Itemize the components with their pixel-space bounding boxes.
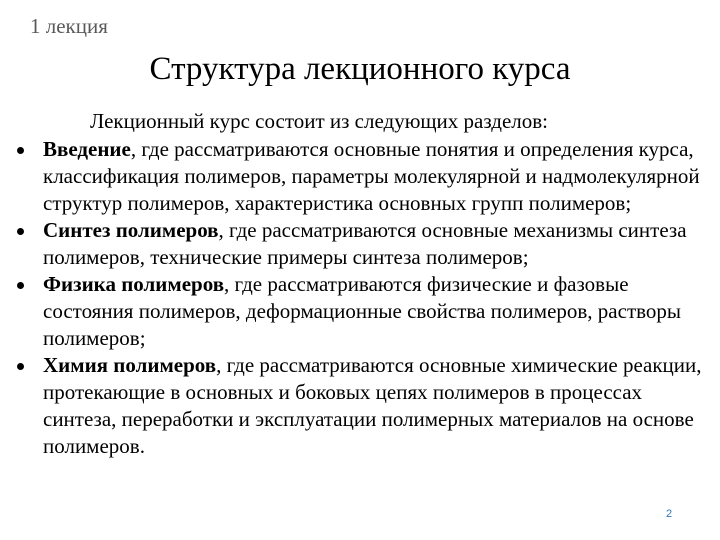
lecture-label: 1 лекция [30,14,108,38]
section-description: , где рассматриваются физические и фазовые состояния полимеров, деформационные свойства полимеров, растворы полимеров; [43,272,682,350]
section-item-synthesis [16,217,706,271]
page-number: 2 [666,508,673,520]
section-item-chemistry [16,352,706,460]
slide-title: Структура лекционного курса [149,51,571,87]
intro-text: Лекционный курс состоит из следующих разделов: [90,109,549,133]
section-description: , где рассматриваются основные понятия и определения курса, классификация полимеров, параметры молекулярной и надмолекулярной структур полимеров, характеристика основных групп полимеров; [43,137,700,215]
bullet-icon [17,282,24,289]
section-description: , где рассматриваются основные механизмы синтеза полимеров, технические примеры синтеза полимеров; [43,218,687,269]
section-item-physics [16,271,706,352]
section-term: Химия полимеров [43,353,217,377]
bullet-icon [17,147,24,154]
section-term: Синтез полимеров [43,218,219,242]
section-list [16,136,706,460]
section-description: , где рассматриваются основные химические реакции, протекающие в основных и боковых цепях полимеров в процессах синтеза, переработки и эксплуатации полимерных материалов на основе полимеров. [43,353,702,458]
section-term: Физика полимеров [43,272,225,296]
section-term: Введение [43,137,131,161]
bullet-icon [17,363,24,370]
bullet-icon [17,228,24,235]
section-item-introduction [16,136,706,217]
